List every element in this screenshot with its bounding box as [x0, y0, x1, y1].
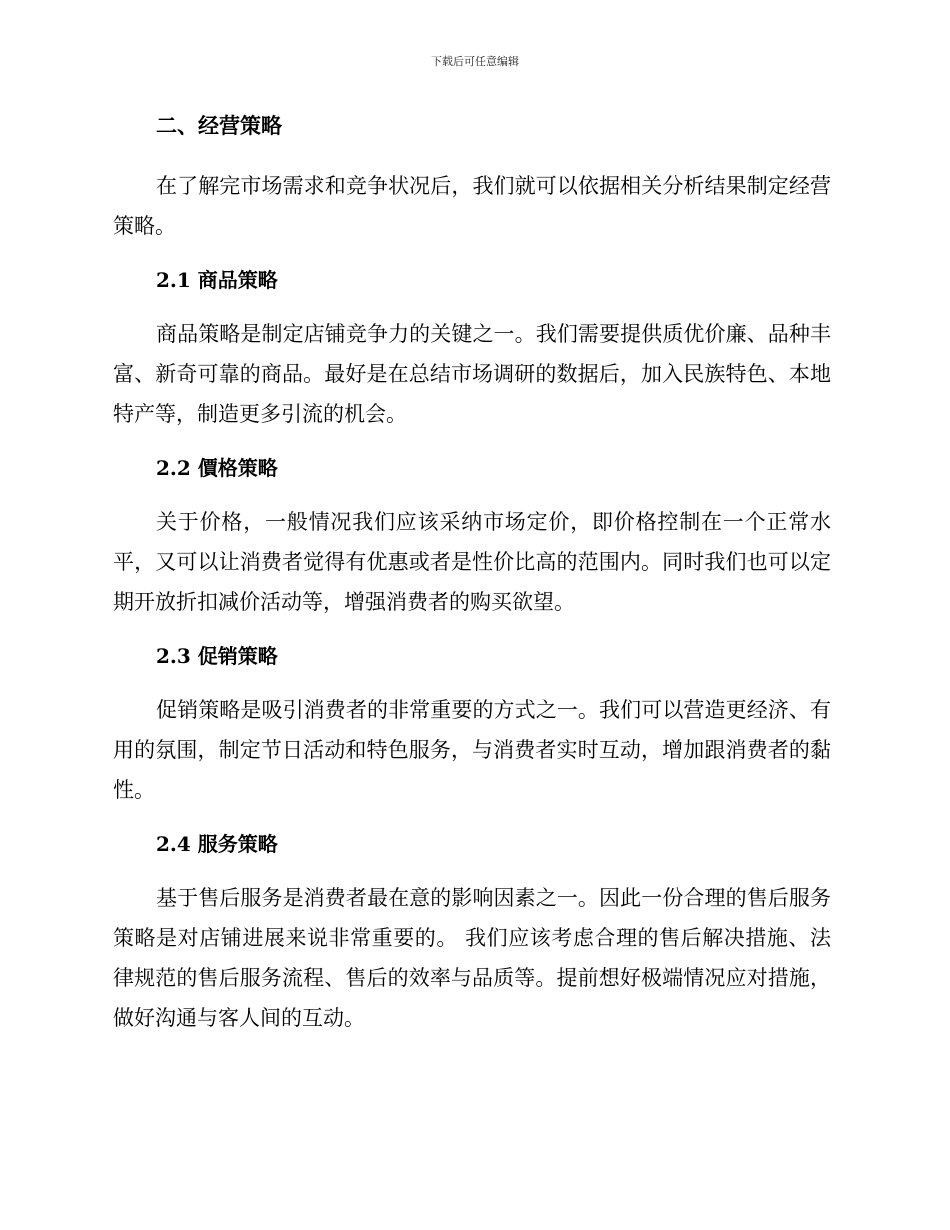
subsection-heading-price: 2.2 價格策略 [156, 456, 278, 480]
page-header-note: 下载后可任意编辑 [431, 55, 519, 68]
subsection-heading-service: 2.4 服务策略 [156, 832, 278, 856]
document-body [113, 106, 831, 1052]
subsection-body-product: 商品策略是制定店铺竞争力的关键之一。我们需要提供质优价廉、品种丰富、新奇可靠的商品。最好是在总结市场调研的数据后，加入民族特色、本地特产等，制造更多引流的机会。 [113, 322, 831, 426]
subsection-heading-promotion: 2.3 促销策略 [156, 644, 278, 668]
section-title: 二、经营策略 [156, 113, 282, 138]
subsection-body-promotion: 促销策略是吸引消费者的非常重要的方式之一。我们可以营造更经济、有用的氛围，制定节日活动和特色服务，与消费者实时互动，增加跟消费者的黏性。 [113, 698, 831, 802]
subsection-body-price: 关于价格，一般情况我们应该采纳市场定价，即价格控制在一个正常水平，又可以让消费者觉得有优惠或者是性价比高的范围内。同时我们也可以定期开放折扣减价活动等，增强消费者的购买欲望。 [113, 510, 831, 614]
intro-paragraph: 在了解完市场需求和竞争状况后，我们就可以依据相关分析结果制定经营策略。 [113, 174, 831, 238]
subsection-heading-product: 2.1 商品策略 [156, 268, 278, 292]
subsection-body-service: 基于售后服务是消费者最在意的影响因素之一。因此一份合理的售后服务策略是对店铺进展来说非常重要的。 我们应该考虑合理的售后解决措施、法律规范的售后服务流程、售后的效率与品质等。提前想好极端情况应对措施，做好沟通与客人间的互动。 [113, 886, 831, 1030]
